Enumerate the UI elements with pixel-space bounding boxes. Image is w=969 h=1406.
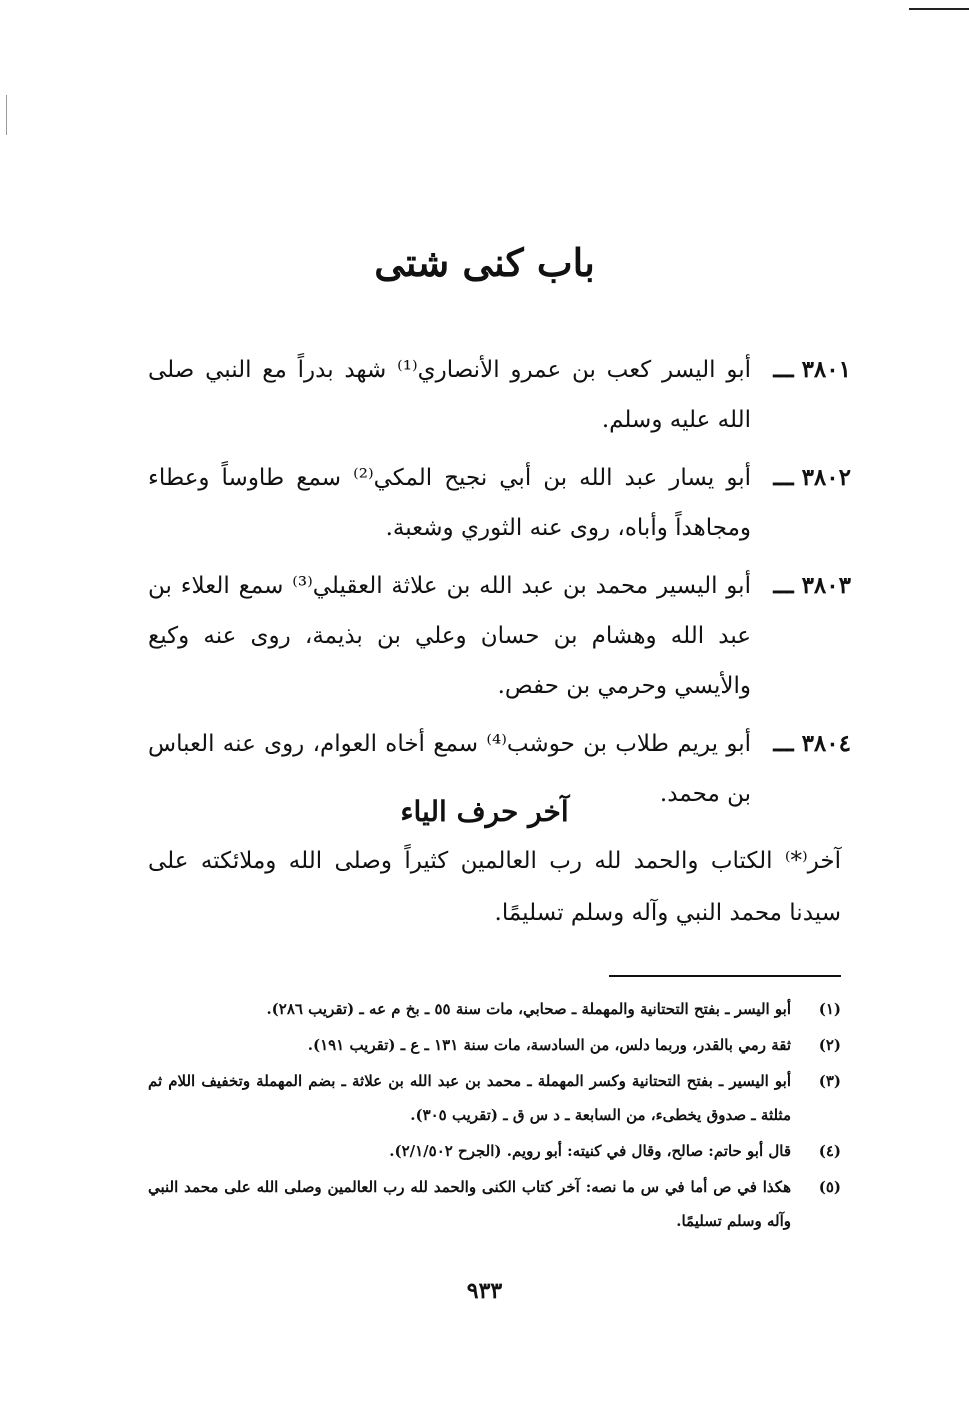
footnote-number: (٥): [818, 1178, 841, 1196]
footnote-3: [148, 1064, 841, 1132]
footnote-2: [148, 1028, 841, 1062]
footnote-number: (٤): [818, 1142, 841, 1160]
entry-3801: [148, 345, 851, 445]
entry-number: ٣٨٠٢ ـــ: [773, 464, 851, 491]
footnote-number: (٣): [818, 1072, 841, 1090]
entry-number: ٣٨٠٣ ـــ: [773, 572, 851, 599]
closing-paragraph: آخر⁽*⁾ الكتاب والحمد لله رب العالمين كثيراً وصلى الله وملائكته على سيدنا محمد النبي وآله وسلم تسليمًا.: [148, 848, 841, 926]
footnote-text: ثقة رمي بالقدر، وربما دلس، من السادسة، مات سنة ١٣١ ـ ع ـ (تقريب ١٩١).: [307, 1036, 791, 1054]
entry-text: أبو اليسير محمد بن عبد الله بن علاثة العقيلي⁽³⁾ سمع العلاء بن عبد الله وهشام بن حسان وعلي بن بذيمة، روى عنه وكيع والأيسي وحرمي بن حفص.: [148, 573, 751, 699]
section-title: آخر حرف الياء: [400, 795, 569, 828]
entry-text: أبو اليسر كعب بن عمرو الأنصاري⁽¹⁾ شهد بدراً مع النبي صلى الله عليه وسلم.: [148, 357, 751, 433]
footnote-number: (١): [818, 1000, 841, 1018]
footnote-4: [148, 1134, 841, 1168]
entry-3802: [148, 453, 851, 553]
chapter-title: باب كنى شتى: [374, 240, 595, 285]
footnote-5: [148, 1170, 841, 1238]
page-number: ٩٣٣: [466, 1278, 503, 1304]
entry-3803: [148, 561, 851, 711]
side-margin-mark: [6, 95, 7, 135]
footnotes-list: [148, 992, 841, 1240]
footnote-text: أبو اليسير ـ بفتح التحتانية وكسر المهملة ـ محمد بن عبد الله بن علاثة ـ بضم المهملة وتخفيف اللام ثم مثلثة ـ صدوق يخطىء، من السابعة ـ د س ق ـ (تقريب ٣٠٥).: [148, 1072, 791, 1124]
footnote-separator: [609, 975, 841, 977]
footnote-text: قال أبو حاتم: صالح، وقال في كنيته: أبو رويم. (الجرح ٢/١/٥٠٢).: [389, 1142, 791, 1160]
entry-text: أبو يسار عبد الله بن أبي نجيح المكي⁽²⁾ سمع طاوساً وعطاء ومجاهداً وأباه، روى عنه الثوري وشعبة.: [148, 465, 751, 541]
footnote-text: أبو اليسر ـ بفتح التحتانية والمهملة ـ صحابي، مات سنة ٥٥ ـ بخ م عه ـ (تقريب ٢٨٦).: [266, 1000, 791, 1018]
footnote-text: هكذا في ص أما في س ما نصه: آخر كتاب الكنى والحمد لله رب العالمين وصلى الله على محمد النبي وآله وسلم تسليمًا.: [148, 1178, 791, 1230]
entry-number: ٣٨٠٤ ـــ: [773, 730, 851, 757]
entry-text: أبو يريم طلاب بن حوشب⁽⁴⁾ سمع أخاه العوام، روى عنه العباس بن محمد.: [148, 731, 751, 807]
entry-number: ٣٨٠١ ـــ: [773, 356, 851, 383]
footnote-number: (٢): [818, 1036, 841, 1054]
footnote-1: [148, 992, 841, 1026]
top-edge-rule: [909, 8, 969, 10]
entries-list: [148, 345, 851, 827]
